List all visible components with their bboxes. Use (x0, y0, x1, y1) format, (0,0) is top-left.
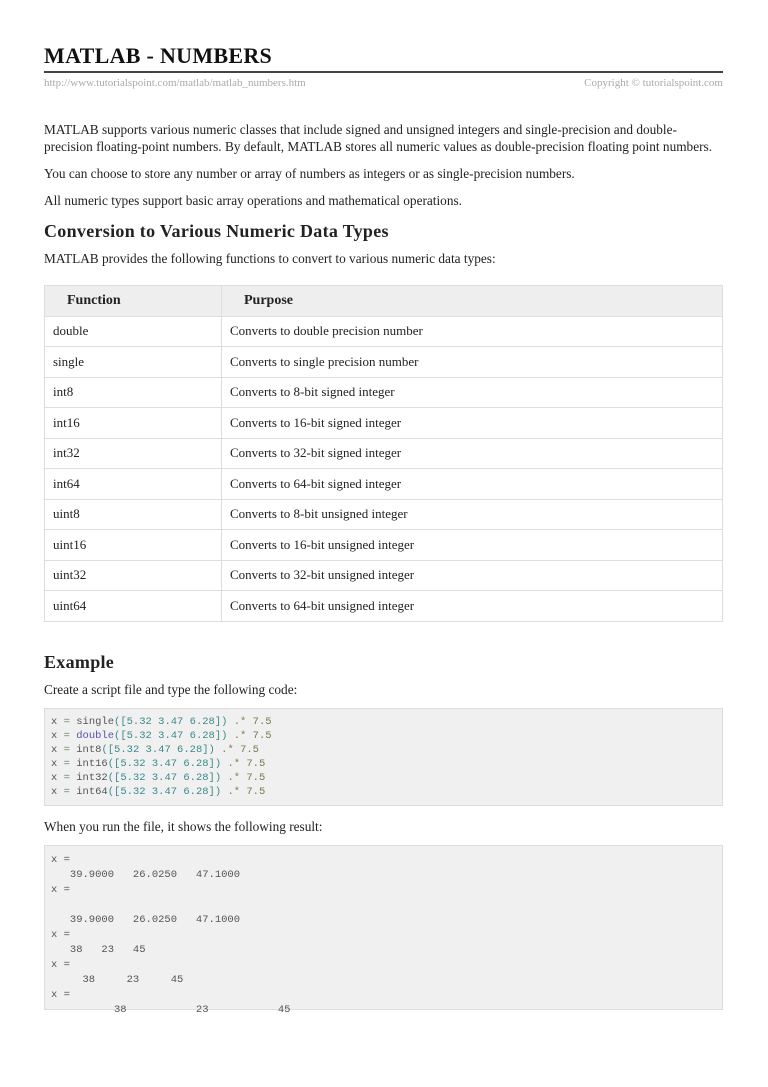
table-row (45, 499, 723, 530)
code-token: int64 (76, 785, 108, 798)
code-line (51, 729, 716, 743)
code-token: .* 7.5 (221, 771, 266, 784)
table-row (45, 438, 723, 469)
code-token: ([5.32 3.47 6.28]) (114, 729, 228, 742)
intro-paragraph: MATLAB supports various numeric classes that include signed and unsigned integers and single-precision and double-precision floating-point numbers. By default, MATLAB stores all numeric values as double-precision floating point numbers. (44, 122, 713, 154)
table-row (45, 408, 723, 439)
intro-paragraph: You can choose to store any number or array of numbers as integers or as single-precision numbers. (44, 166, 575, 181)
purpose-cell: Converts to 8-bit unsigned integer (222, 499, 723, 530)
purpose-cell: Converts to 64-bit unsigned integer (222, 591, 723, 622)
table-row (45, 469, 723, 500)
purpose-cell: Converts to 16-bit signed integer (222, 408, 723, 439)
purpose-cell: Converts to double precision number (222, 316, 723, 347)
purpose-cell: Converts to 16-bit unsigned integer (222, 530, 723, 561)
table-row (45, 591, 723, 622)
function-cell: uint32 (45, 560, 222, 591)
code-token: ([5.32 3.47 6.28]) (114, 715, 228, 728)
code-token: = (57, 743, 77, 756)
code-token: = (57, 785, 77, 798)
code-token: single (76, 715, 115, 728)
code-token: double (76, 729, 115, 742)
code-token: .* 7.5 (221, 785, 266, 798)
function-cell: uint16 (45, 530, 222, 561)
code-token: = (57, 771, 77, 784)
purpose-cell: Converts to 8-bit signed integer (222, 377, 723, 408)
purpose-cell: Converts to single precision number (222, 347, 723, 378)
function-cell: single (45, 347, 222, 378)
code-line (51, 715, 716, 729)
code-token: int8 (76, 743, 102, 756)
copyright: Copyright © tutorialspoint.com (584, 77, 723, 89)
table-header-row (45, 286, 723, 317)
function-cell: int32 (45, 438, 222, 469)
source-url: http://www.tutorialspoint.com/matlab/matlab_numbers.htm (44, 77, 306, 89)
purpose-cell: Converts to 32-bit unsigned integer (222, 560, 723, 591)
code-token: x (51, 757, 58, 770)
purpose-cell: Converts to 32-bit signed integer (222, 438, 723, 469)
intro-paragraph: All numeric types support basic array operations and mathematical operations. (44, 193, 462, 208)
code-token: ([5.32 3.47 6.28]) (107, 771, 222, 784)
code-token: .* 7.5 (214, 743, 259, 756)
code-token: x (51, 771, 58, 784)
section-heading-conversion: Conversion to Various Numeric Data Types (44, 221, 389, 241)
table-row (45, 316, 723, 347)
page-title: MATLAB - NUMBERS (44, 43, 273, 68)
function-cell: uint64 (45, 591, 222, 622)
table-row (45, 347, 723, 378)
code-token: x (51, 715, 58, 728)
code-line (51, 785, 716, 799)
conversion-table (44, 285, 723, 622)
table-row (45, 530, 723, 561)
code-line (51, 757, 716, 771)
function-cell: double (45, 316, 222, 347)
code-token: x (51, 785, 58, 798)
function-cell: uint8 (45, 499, 222, 530)
column-header: Function (45, 286, 222, 317)
conversion-text: MATLAB provides the following functions to convert to various numeric data types: (44, 251, 496, 266)
code-token: ([5.32 3.47 6.28]) (107, 785, 222, 798)
result-text: When you run the file, it shows the following result: (44, 818, 323, 834)
section-heading-example: Example (44, 651, 115, 672)
output-block: x = 39.9000 26.0250 47.1000 x = 39.9000 26.0250 47.1000 x = 38 23 45 x = 38 23 45 x = 38 23 45 (44, 845, 723, 1010)
code-token: = (57, 757, 77, 770)
column-header: Purpose (222, 286, 723, 317)
purpose-cell: Converts to 64-bit signed integer (222, 469, 723, 500)
code-token: .* 7.5 (221, 757, 266, 770)
code-token: .* 7.5 (227, 729, 272, 742)
code-token: ([5.32 3.47 6.28]) (101, 743, 215, 756)
table-row (45, 377, 723, 408)
code-token: = (57, 729, 77, 742)
code-block (44, 708, 723, 806)
example-text: Create a script file and type the following code: (44, 681, 298, 697)
code-token: x (51, 743, 58, 756)
function-cell: int8 (45, 377, 222, 408)
code-token: x (51, 729, 58, 742)
code-token: .* 7.5 (227, 715, 272, 728)
code-token: = (57, 715, 77, 728)
code-token: int16 (76, 757, 108, 770)
function-cell: int16 (45, 408, 222, 439)
code-token: int32 (76, 771, 108, 784)
code-line (51, 771, 716, 785)
code-line (51, 743, 716, 757)
header-divider (44, 71, 723, 73)
code-token: ([5.32 3.47 6.28]) (107, 757, 222, 770)
table-row (45, 560, 723, 591)
function-cell: int64 (45, 469, 222, 500)
